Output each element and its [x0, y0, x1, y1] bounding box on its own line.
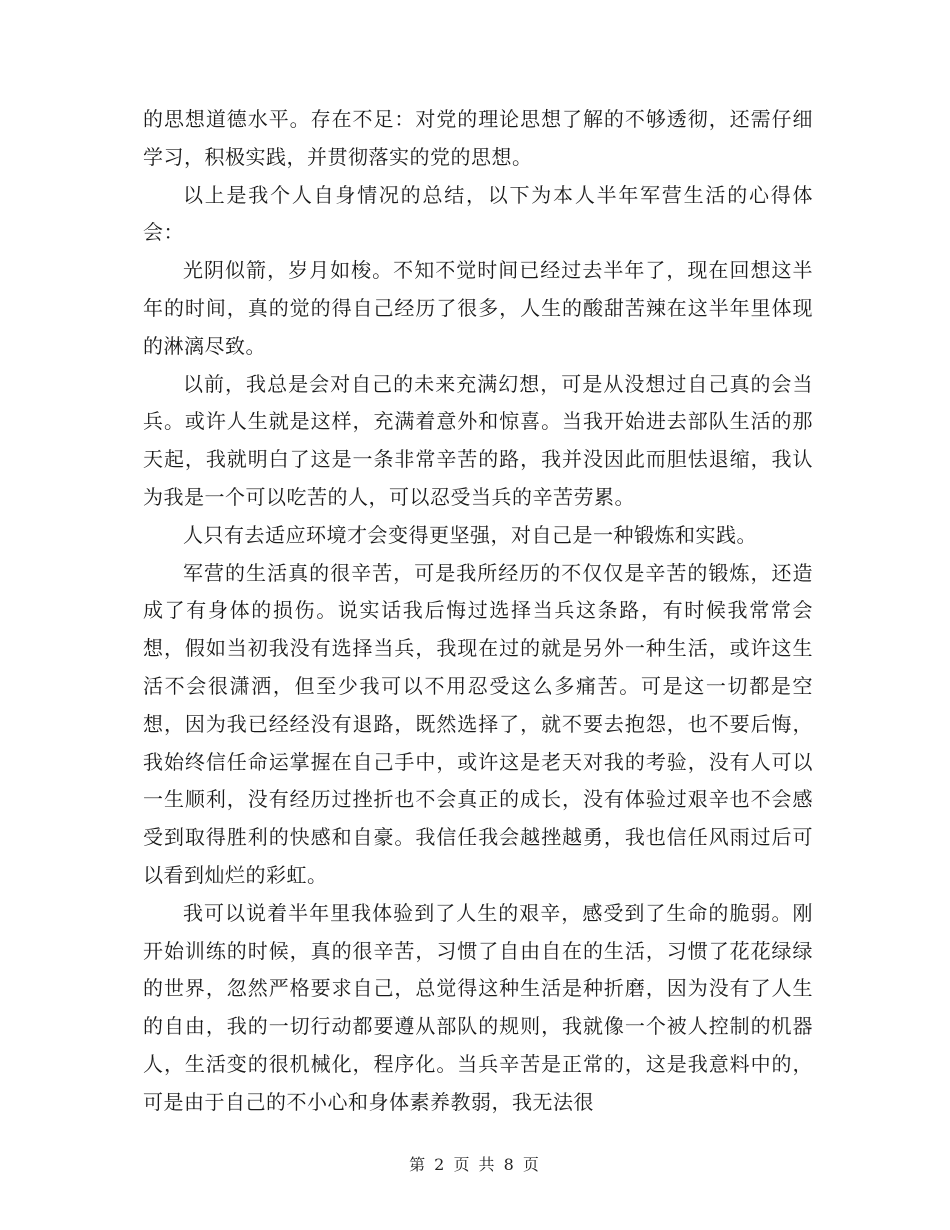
paragraph: 光阴似箭，岁月如梭。不知不觉时间已经过去半年了，现在回想这半年的时间，真的觉的得自己经历了很多，人生的酸甜苦辣在这半年里体现的淋漓尽致。	[143, 258, 813, 358]
paragraph: 人只有去适应环境才会变得更坚强，对自己是一种锻炼和实践。	[183, 522, 757, 547]
paragraph: 的思想道德水平。存在不足：对党的理论思想了解的不够透彻，还需仔细学习，积极实践，并贯彻落实的党的思想。	[143, 107, 813, 169]
paragraph: 我可以说着半年里我体验到了人生的艰辛，感受到了生命的脆弱。刚开始训练的时候，真的很辛苦，习惯了自由自在的生活，习惯了花花绿绿的世界，忽然严格要求自己，总觉得这种生活是种折磨，因为没有了人生的自由，我的一切行动都要遵从部队的规则，我就像一个被人控制的机器人，生活变的很机械化，程序化。当兵辛苦是正常的，这是我意料中的，可是由于自己的不小心和身体素养教弱，我无法很	[143, 900, 813, 1114]
document-body	[143, 101, 813, 1122]
paragraph: 以上是我个人自身情况的总结，以下为本人半年军营生活的心得体会：	[143, 182, 813, 245]
paragraph: 以前，我总是会对自己的未来充满幻想，可是从没想过自己真的会当兵。或许人生就是这样，充满着意外和惊喜。当我开始进去部队生活的那天起，我就明白了这是一条非常辛苦的路，我并没因此而胆怯退缩，我认为我是一个可以吃苦的人，可以忍受当兵的辛苦劳累。	[143, 371, 813, 509]
page-footer: 第 2 页 共 8 页	[409, 1155, 541, 1174]
paragraph: 军营的生活真的很辛苦，可是我所经历的不仅仅是辛苦的锻炼，还造成了有身体的损伤。说实话我后悔过选择当兵这条路，有时候我常常会想，假如当初我没有选择当兵，我现在过的就是另外一种生活，或许这生活不会很潇洒，但至少我可以不用忍受这么多痛苦。可是这一切都是空想，因为我已经经没有退路，既然选择了，就不要去抱怨，也不要后悔，我始终信任命运掌握在自己手中，或许这是老天对我的考验，没有人可以一生顺利，没有经历过挫折也不会真正的成长，没有体验过艰辛也不会感受到取得胜利的快感和自豪。我信任我会越挫越勇，我也信任风雨过后可以看到灿烂的彩虹。	[143, 560, 813, 887]
